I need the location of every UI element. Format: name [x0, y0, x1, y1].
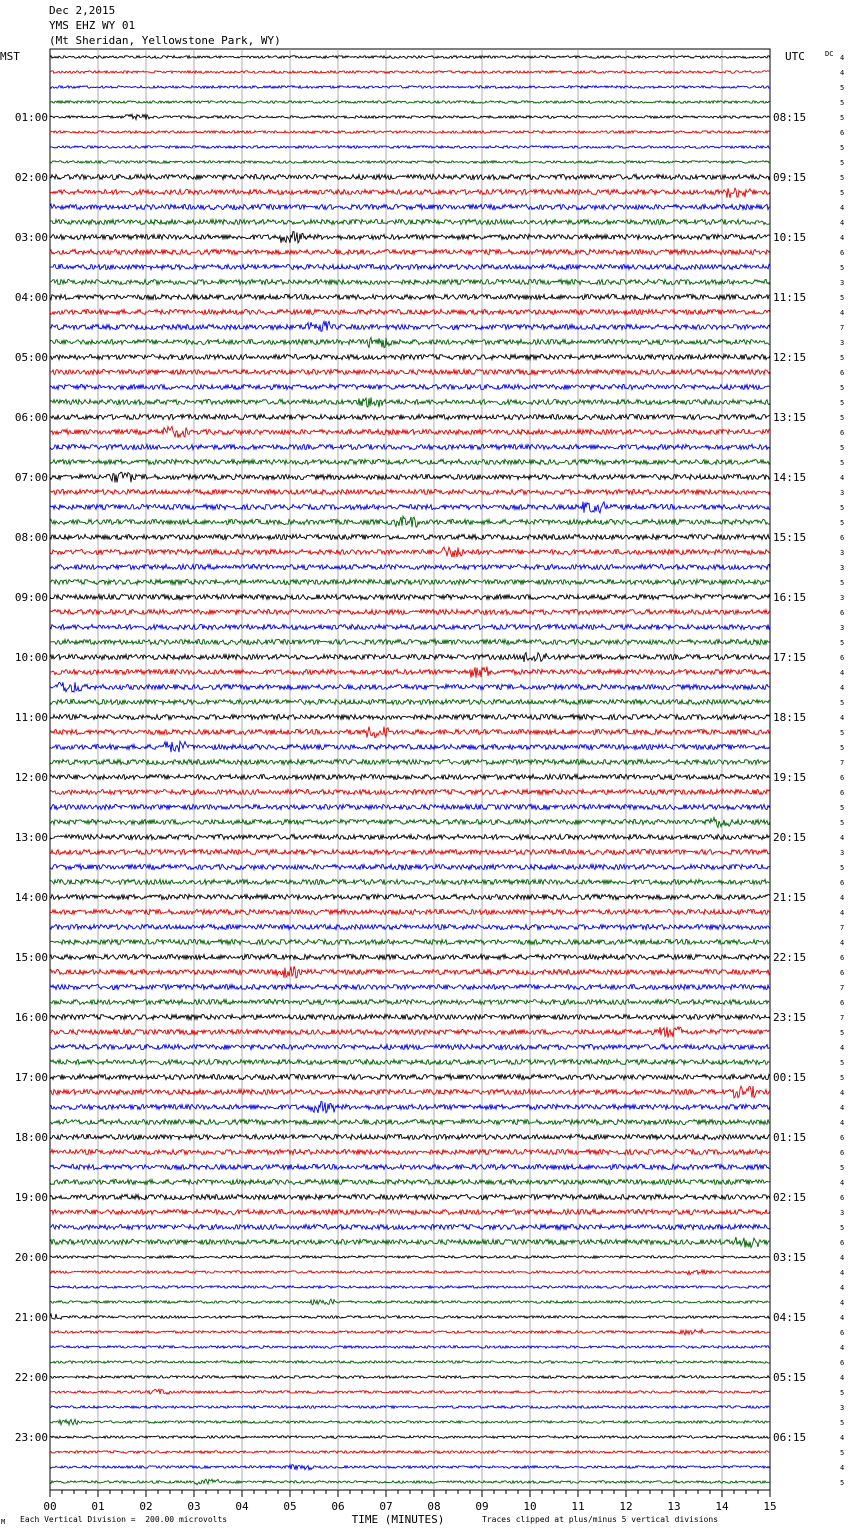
seismic-trace [50, 727, 770, 738]
dc-offset-label: 5 [840, 444, 845, 452]
left-time-label: 18:00 [14, 1131, 48, 1144]
seismic-trace [50, 56, 770, 59]
dc-offset-label: 6 [840, 969, 845, 977]
dc-offset-label: 6 [840, 789, 845, 797]
right-time-label: 09:15 [773, 171, 807, 184]
left-time-label: 12:00 [14, 771, 48, 784]
right-time-label: 05:15 [773, 1371, 807, 1384]
seismic-trace [50, 639, 770, 644]
x-tick-label: 12 [619, 1500, 633, 1513]
dc-offset-label: 4 [840, 834, 845, 842]
dc-offset-label: 6 [840, 879, 845, 887]
seismic-trace [50, 397, 770, 407]
dc-offset-label: 4 [840, 939, 845, 947]
dc-offset-label: 5 [840, 294, 845, 302]
left-tz-label: MST [0, 50, 20, 63]
dc-offset-label: 5 [840, 144, 845, 152]
right-time-label: 15:15 [773, 531, 807, 544]
left-time-label: 02:00 [14, 171, 48, 184]
right-time-label: 08:15 [773, 111, 807, 124]
clip-note: Traces clipped at plus/minus 5 vertical divisions [482, 1515, 719, 1524]
dc-offset-label: 4 [840, 684, 845, 692]
left-time-label: 08:00 [14, 531, 48, 544]
dc-offset-label: 5 [840, 639, 845, 647]
dc-offset-label: 6 [840, 1329, 845, 1337]
left-time-label: 07:00 [14, 471, 48, 484]
seismic-trace [50, 1164, 770, 1169]
x-tick-label: 15 [763, 1500, 777, 1513]
seismic-trace [50, 1314, 770, 1319]
seismic-trace [50, 966, 770, 978]
left-time-label: 22:00 [14, 1371, 48, 1384]
dc-offset-label: 6 [840, 1239, 845, 1247]
seismic-trace [50, 759, 770, 764]
dc-offset-label: 5 [840, 1059, 845, 1067]
header-station: YMS EHZ WY 01 [49, 19, 136, 32]
dc-offset-label: 4 [840, 1299, 845, 1307]
dc-offset-label: 6 [840, 609, 845, 617]
dc-offset-label: 5 [840, 414, 845, 422]
seismic-trace [50, 354, 770, 359]
dc-offset-label: 5 [840, 729, 845, 737]
seismic-trace [50, 774, 770, 779]
dc-offset-label: 4 [840, 894, 845, 902]
dc-offset-label: 3 [840, 849, 845, 857]
dc-offset-label: 6 [840, 774, 845, 782]
seismic-trace [50, 131, 770, 134]
seismic-trace [50, 594, 770, 599]
right-time-label: 14:15 [773, 471, 807, 484]
seismic-trace [50, 459, 770, 464]
seismic-trace [50, 1346, 770, 1349]
dc-offset-label: 4 [840, 1344, 845, 1352]
left-time-label: 23:00 [14, 1431, 48, 1444]
x-tick-label: 05 [283, 1500, 297, 1513]
seismic-trace [50, 534, 770, 539]
seismic-trace [50, 1361, 770, 1364]
right-time-label: 16:15 [773, 591, 807, 604]
seismic-trace [50, 1194, 770, 1199]
seismic-trace [50, 1119, 770, 1124]
seismic-trace [50, 653, 770, 662]
dc-offset-label: 4 [840, 1089, 845, 1097]
dc-offset-label: 4 [840, 1179, 845, 1187]
dc-offset-label: 5 [840, 84, 845, 92]
dc-offset-label: 6 [840, 1149, 845, 1157]
seismic-trace [50, 789, 770, 794]
seismic-trace [50, 309, 770, 314]
seismic-trace [50, 1102, 770, 1113]
dc-offset-label: 4 [840, 54, 845, 62]
seismic-trace [50, 714, 770, 719]
right-time-label: 03:15 [773, 1251, 807, 1264]
dc-offset-label: 5 [840, 519, 845, 527]
dc-offset-label: 6 [840, 1359, 845, 1367]
dc-offset-label: 4 [840, 1119, 845, 1127]
seismic-trace [50, 1027, 770, 1038]
dc-offset-label: 4 [840, 669, 845, 677]
right-time-label: 20:15 [773, 831, 807, 844]
seismic-trace [50, 516, 770, 527]
x-axis-title: TIME (MINUTES) [351, 1513, 445, 1526]
seismic-trace [50, 1179, 770, 1184]
dc-offset-label: 5 [840, 504, 845, 512]
dc-offset-label: 7 [840, 984, 845, 992]
right-time-label: 11:15 [773, 291, 807, 304]
dc-offset-label: 5 [840, 1074, 845, 1082]
seismic-trace [50, 999, 770, 1004]
dc-offset-label: 3 [840, 489, 845, 497]
left-time-label: 13:00 [14, 831, 48, 844]
header-date: Dec 2,2015 [49, 4, 116, 17]
seismic-trace [50, 232, 770, 243]
seismic-trace [50, 1134, 770, 1139]
seismic-trace [50, 444, 770, 449]
x-tick-label: 04 [235, 1500, 249, 1513]
dc-offset-label: 7 [840, 924, 845, 932]
seismic-trace [50, 1286, 770, 1289]
dc-offset-label: 4 [840, 714, 845, 722]
dc-offset-label: 6 [840, 129, 845, 137]
seismic-trace [50, 369, 770, 374]
right-time-label: 01:15 [773, 1131, 807, 1144]
dc-offset-label: 3 [840, 624, 845, 632]
dc-offset-label: 5 [840, 1449, 845, 1457]
seismic-trace [50, 204, 770, 209]
right-tz-label: UTC [785, 50, 805, 63]
seismic-trace [50, 1329, 770, 1335]
seismic-trace [50, 1451, 770, 1454]
x-tick-label: 10 [523, 1500, 537, 1513]
dc-offset-label: 4 [840, 1374, 845, 1382]
seismic-trace [50, 161, 770, 164]
dc-offset-label: 5 [840, 1224, 845, 1232]
left-time-label: 11:00 [14, 711, 48, 724]
seismic-trace [50, 146, 770, 149]
dc-offset-label: 4 [840, 1254, 845, 1262]
seismic-trace [50, 426, 770, 437]
seismic-trace [50, 624, 770, 629]
left-time-label: 03:00 [14, 231, 48, 244]
dc-offset-label: 4 [840, 1044, 845, 1052]
dc-offset-label: 3 [840, 549, 845, 557]
dc-offset-label: 4 [840, 1434, 845, 1442]
right-time-label: 18:15 [773, 711, 807, 724]
x-tick-label: 06 [331, 1500, 345, 1513]
seismic-trace [50, 1237, 770, 1248]
seismic-trace [50, 547, 770, 557]
seismic-trace [50, 864, 770, 869]
right-time-label: 22:15 [773, 951, 807, 964]
dc-offset-label: 5 [840, 159, 845, 167]
dc-offset-label: 6 [840, 999, 845, 1007]
left-time-label: 19:00 [14, 1191, 48, 1204]
dc-offset-label: 5 [840, 99, 845, 107]
seismic-trace [50, 1086, 770, 1098]
dc-offset-label: 5 [840, 114, 845, 122]
dc-offset-label: 6 [840, 954, 845, 962]
dc-offset-label: 5 [840, 384, 845, 392]
dc-offset-label: 5 [840, 399, 845, 407]
seismic-trace [50, 804, 770, 809]
seismic-trace [50, 279, 770, 284]
x-tick-label: 00 [43, 1500, 57, 1513]
right-time-label: 10:15 [773, 231, 807, 244]
dc-offset-label: 6 [840, 534, 845, 542]
dc-offset-label: 5 [840, 864, 845, 872]
left-time-label: 09:00 [14, 591, 48, 604]
left-time-label: 06:00 [14, 411, 48, 424]
seismic-trace [50, 1465, 770, 1470]
dc-offset-label: 6 [840, 369, 845, 377]
corner-mark: M [1, 1518, 6, 1526]
seismic-trace [50, 249, 770, 254]
seismic-trace [50, 924, 770, 929]
seismic-trace [50, 818, 770, 828]
x-tick-label: 07 [379, 1500, 393, 1513]
dc-offset-label: 5 [840, 819, 845, 827]
right-time-label: 17:15 [773, 651, 807, 664]
seismic-trace [50, 264, 770, 269]
left-time-label: 20:00 [14, 1251, 48, 1264]
dc-offset-label: 4 [840, 1314, 845, 1322]
seismic-trace [50, 579, 770, 584]
dc-offset-label: 4 [840, 309, 845, 317]
dc-offset-label: 3 [840, 1209, 845, 1217]
seismic-trace [50, 502, 770, 513]
left-time-label: 16:00 [14, 1011, 48, 1024]
seismic-trace [50, 384, 770, 389]
right-time-label: 06:15 [773, 1431, 807, 1444]
dc-offset-label: 6 [840, 1134, 845, 1142]
seismic-trace [50, 1406, 770, 1409]
dc-offset-label: 4 [840, 234, 845, 242]
dc-offset-label: 3 [840, 594, 845, 602]
seismic-trace [50, 489, 770, 494]
dc-offset-label: 4 [840, 1269, 845, 1277]
dc-offset-label: 6 [840, 429, 845, 437]
seismic-trace [50, 1436, 770, 1439]
seismic-trace [50, 294, 770, 299]
left-time-label: 04:00 [14, 291, 48, 304]
seismic-trace [50, 1209, 770, 1214]
dc-offset-label: 5 [840, 1389, 845, 1397]
dc-offset-label: 5 [840, 459, 845, 467]
right-time-label: 00:15 [773, 1071, 807, 1084]
dc-offset-label: 3 [840, 564, 845, 572]
right-time-label: 21:15 [773, 891, 807, 904]
seismic-trace [50, 894, 770, 899]
x-tick-label: 01 [91, 1500, 105, 1513]
right-time-label: 23:15 [773, 1011, 807, 1024]
dc-offset-label: 4 [840, 909, 845, 917]
seismic-trace [50, 564, 770, 569]
seismic-trace [50, 1389, 770, 1394]
x-tick-label: 02 [139, 1500, 153, 1513]
seismic-trace [50, 939, 770, 944]
dc-offset-label: 6 [840, 654, 845, 662]
seismic-trace [50, 1419, 770, 1425]
dc-offset-label: 6 [840, 1194, 845, 1202]
dc-offset-label: 5 [840, 699, 845, 707]
dc-offset-label: 5 [840, 189, 845, 197]
seismic-trace [50, 414, 770, 419]
dc-offset-label: 5 [840, 579, 845, 587]
dc-offset-label: 5 [840, 1479, 845, 1487]
seismic-trace [50, 954, 770, 959]
seismic-trace [50, 1299, 770, 1305]
dc-offset-label: 7 [840, 324, 845, 332]
dc-offset-label: 5 [840, 1419, 845, 1427]
right-time-label: 04:15 [773, 1311, 807, 1324]
seismic-trace [50, 1270, 770, 1275]
seismic-trace [50, 879, 770, 884]
left-time-label: 10:00 [14, 651, 48, 664]
dc-offset-label: 4 [840, 474, 845, 482]
dc-offset-label: 5 [840, 1164, 845, 1172]
dc-offset-label: 5 [840, 804, 845, 812]
left-time-label: 05:00 [14, 351, 48, 364]
right-time-label: 13:15 [773, 411, 807, 424]
plot-frame [50, 49, 770, 1490]
seismic-trace [50, 174, 770, 179]
left-time-label: 17:00 [14, 1071, 48, 1084]
seismic-trace [50, 472, 770, 482]
seismic-trace [50, 71, 770, 74]
seismic-trace [50, 1376, 770, 1379]
seismic-trace [50, 682, 770, 692]
seismic-trace [50, 321, 770, 331]
seismic-trace [50, 219, 770, 224]
seismic-trace [50, 188, 770, 198]
seismic-trace [50, 1074, 770, 1079]
seismic-trace [50, 1059, 770, 1064]
dc-offset-label: 3 [840, 279, 845, 287]
seismic-trace [50, 1256, 770, 1259]
x-tick-label: 08 [427, 1500, 441, 1513]
seismic-trace [50, 909, 770, 914]
left-time-label: 21:00 [14, 1311, 48, 1324]
dc-offset-label: 7 [840, 759, 845, 767]
dc-offset-label: 4 [840, 1284, 845, 1292]
seismic-trace [50, 1479, 770, 1485]
seismic-trace [50, 101, 770, 104]
trace-layer [50, 56, 770, 1485]
label-layer [0, 50, 844, 1526]
left-time-label: 15:00 [14, 951, 48, 964]
seismic-trace [50, 741, 770, 752]
dc-offset-label: 4 [840, 69, 845, 77]
dc-offset-label: 5 [840, 354, 845, 362]
x-tick-label: 13 [667, 1500, 681, 1513]
dc-offset-label: 4 [840, 1104, 845, 1112]
dc-offset-label: 3 [840, 1404, 845, 1412]
dc-offset-label: 4 [840, 219, 845, 227]
dc-offset-label: 5 [840, 744, 845, 752]
right-time-label: 12:15 [773, 351, 807, 364]
dc-offset-label: 5 [840, 174, 845, 182]
x-tick-label: 09 [475, 1500, 489, 1513]
left-time-label: 01:00 [14, 111, 48, 124]
seismic-trace [50, 1149, 770, 1154]
dc-offset-label: 4 [840, 1464, 845, 1472]
seismic-trace [50, 1014, 770, 1019]
seismic-trace [50, 849, 770, 854]
dc-offset-label: 5 [840, 264, 845, 272]
header-location: (Mt Sheridan, Yellowstone Park, WY) [49, 34, 281, 47]
dc-offset-label: 4 [840, 204, 845, 212]
seismic-trace [50, 1224, 770, 1229]
seismic-trace [50, 1044, 770, 1049]
right-time-label: 02:15 [773, 1191, 807, 1204]
scale-note: Each Vertical Division = 200.00 microvolts [20, 1515, 228, 1524]
seismic-trace [50, 338, 770, 348]
left-time-label: 14:00 [14, 891, 48, 904]
dc-offset-label: 6 [840, 249, 845, 257]
seismic-trace [50, 609, 770, 614]
dc-offset-label: 5 [840, 1029, 845, 1037]
dc-label: DC [825, 50, 834, 58]
right-time-label: 19:15 [773, 771, 807, 784]
dc-offset-label: 3 [840, 339, 845, 347]
seismic-trace [50, 984, 770, 989]
seismic-trace [50, 699, 770, 704]
seismic-trace [50, 667, 770, 678]
seismic-trace [50, 114, 770, 120]
seismic-trace [50, 86, 770, 89]
seismic-trace [50, 834, 770, 839]
x-tick-label: 03 [187, 1500, 201, 1513]
x-tick-label: 11 [571, 1500, 585, 1513]
dc-offset-label: 7 [840, 1014, 845, 1022]
x-tick-label: 14 [715, 1500, 729, 1513]
